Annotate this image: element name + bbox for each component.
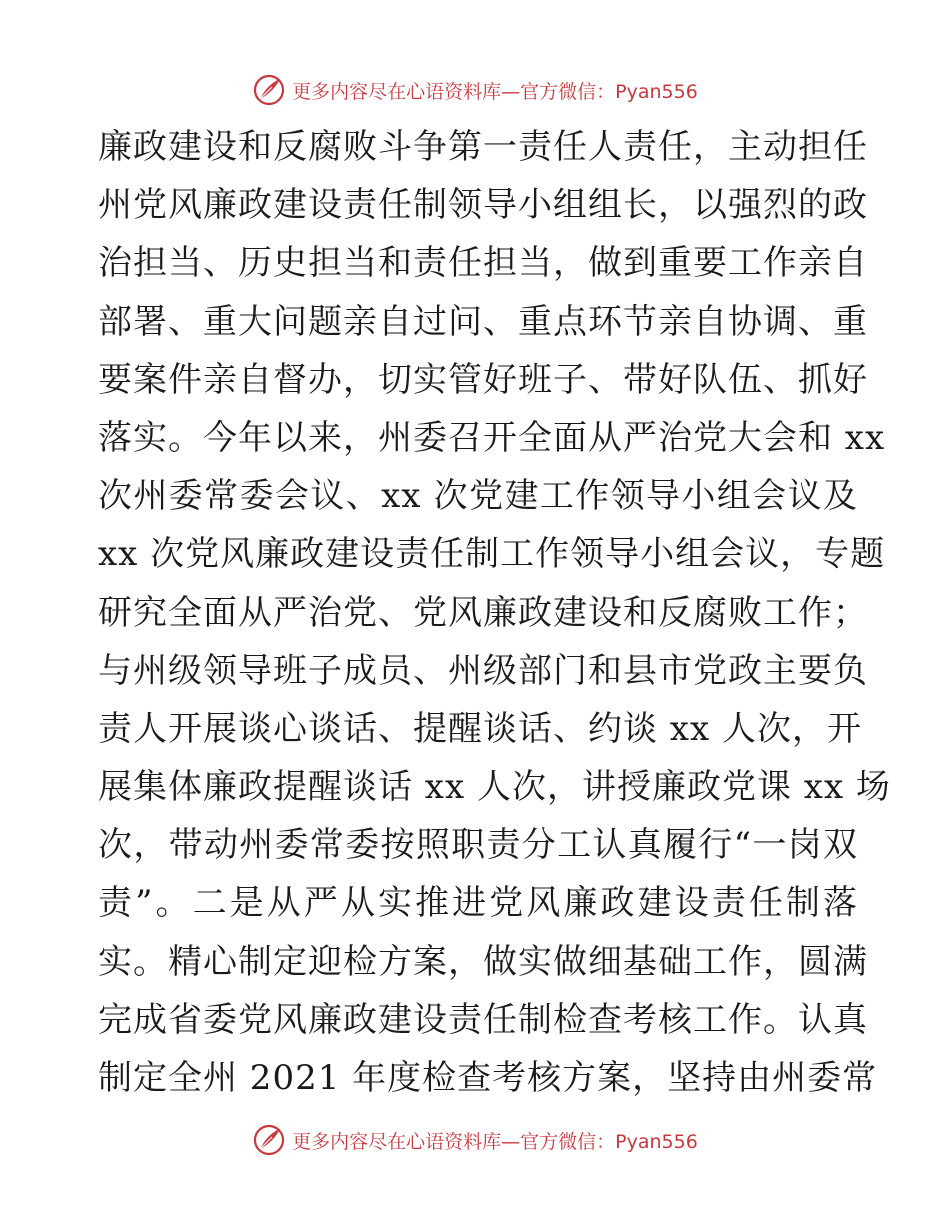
watermark-text: 更多内容尽在心语资料库—官方微信：Pyan556 [292,1130,698,1153]
document-body [98,118,891,1107]
body-line: 廉政建设和反腐败斗争第一责任人责任，主动担任 [98,127,868,167]
feather-circle-logo-icon [252,73,286,107]
feather-circle-logo-icon [252,1123,286,1157]
body-line: 州党风廉政建设责任制领导小组组长，以强烈的政 [98,185,868,226]
body-line: 完成省委党风廉政建设责任制检查考核工作。认真 [98,999,868,1040]
body-line: 责人开展谈心谈话、提醒谈话、约谈 xx 人次，开 [98,708,862,749]
body-line: xx 次党风廉政建设责任制工作领导小组会议，专题 [98,534,886,575]
body-line: 与州级领导班子成员、州级部门和县市党政主要负 [98,650,868,691]
body-line: 治担当、历史担当和责任担当，做到重要工作亲自 [98,243,868,284]
body-line: 实。精心制定迎检方案，做实做细基础工作，圆满 [98,941,868,982]
watermark-text: 更多内容尽在心语资料库—官方微信：Pyan556 [292,80,698,103]
header-watermark [0,70,950,110]
body-line: 次州委常委会议、xx 次党建工作领导小组会议及 [98,476,858,517]
body-line: 要案件亲自督办，切实管好班子、带好队伍、抓好 [98,359,868,400]
body-line: 研究全面从严治党、党风廉政建设和反腐败工作； [98,592,868,633]
body-line: 制定全州 2021 年度检查考核方案，坚持由州委常 [98,1058,878,1098]
body-line: 部署、重大问题亲自过问、重点环节亲自协调、重 [98,301,868,342]
body-line: 展集体廉政提醒谈话 xx 人次，讲授廉政党课 xx 场 [98,767,891,808]
footer-watermark [0,1120,950,1160]
body-line: 次，带动州委常委按照职责分工认真履行“一岗双 [98,825,858,866]
body-line: 责”。二是从严从实推进党风廉政建设责任制落 [98,883,858,924]
body-line: 落实。今年以来，州委召开全面从严治党大会和 xx [98,417,886,458]
